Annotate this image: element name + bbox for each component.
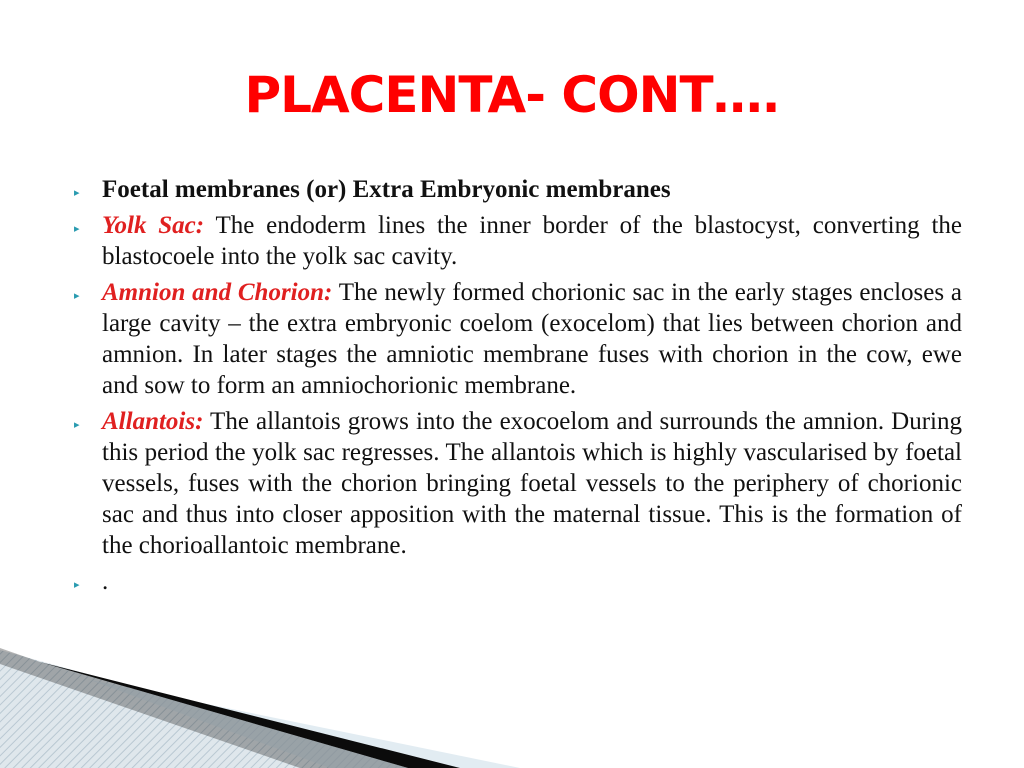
triangle-right-icon: ▸ xyxy=(74,418,80,431)
bullet-item-empty xyxy=(70,566,962,597)
triangle-right-icon: ▸ xyxy=(74,222,80,235)
bullet-text: The newly formed chorionic sac in the early stages encloses a large cavity – the extra embryonic coelom (exocelom) that lies between chorion and amnion. In later stages the amniotic membrane fuses with chorion in the cow, ewe and sow to form an amniochorionic membrane. xyxy=(102,279,962,399)
bullet-item-foetal-membranes xyxy=(70,174,962,205)
slide-title: PLACENTA- CONT…. xyxy=(244,66,780,124)
bullet-text: The allantois grows into the exocoelom and surrounds the amnion. During this period the yolk sac regresses. The allantois which is highly vascularised by foetal vessels, fuses with the chorion bringing foetal vessels to the periphery of chorionic sac and thus into closer apposition with the maternal tissue. This is the formation of the chorioallantoic membrane. xyxy=(102,408,962,559)
bullet-text: . xyxy=(102,568,109,595)
bullet-item-allantois xyxy=(70,406,962,561)
bullet-term: Yolk Sac: xyxy=(102,212,205,239)
bullet-item-amnion-chorion xyxy=(70,277,962,401)
bullet-term: Amnion and Chorion: xyxy=(102,279,333,306)
bullet-list xyxy=(70,174,962,602)
bullet-text: The endoderm lines the inner border of the blastocyst, converting the blastocoele into the yolk sac cavity. xyxy=(102,212,962,270)
bullet-item-yolk-sac xyxy=(70,210,962,272)
bullet-term-punct: : xyxy=(195,408,204,435)
triangle-right-icon: ▸ xyxy=(74,289,80,302)
triangle-right-icon: ▸ xyxy=(74,578,80,591)
bullet-heading: Foetal membranes (or) Extra Embryonic membranes xyxy=(102,176,671,203)
bullet-term: Allantois xyxy=(102,408,196,435)
triangle-right-icon: ▸ xyxy=(74,186,80,199)
